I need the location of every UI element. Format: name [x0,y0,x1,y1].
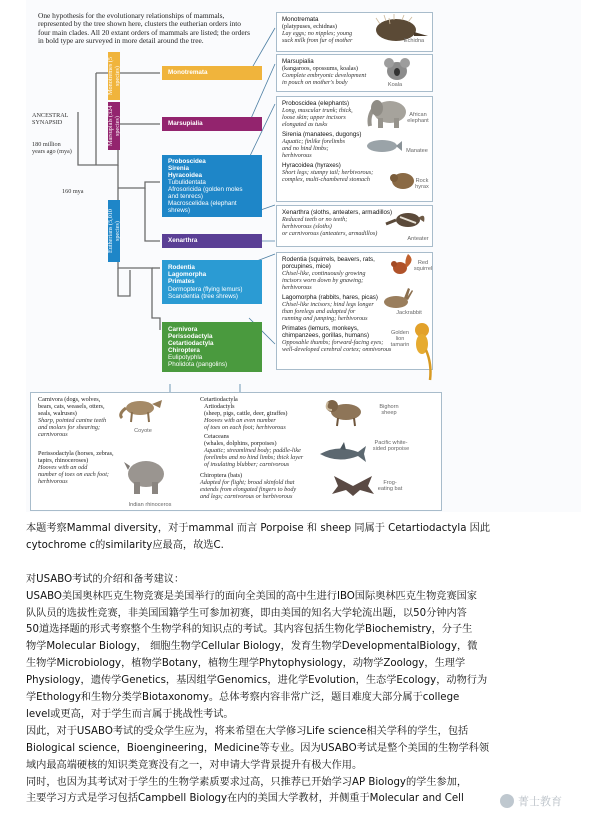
bar-carnivora: Carnivora [168,325,198,333]
lagomorpha-desc-1: Chisel-like incisors; hind legs longer [282,301,374,308]
marsupials-group-label: Marsupials (324 species) [108,102,120,150]
echidna-caption: Echidna [403,38,425,44]
manatee-caption: Manatee [406,148,428,154]
bar-chiroptera: Chiroptera [168,347,200,354]
bar-xenarthra-label: Xenarthra [168,237,198,245]
text-line-8: 生物学Microbiology，植物学Botany，植物生理学Phytophysiology，动物学Zoology，生理学 [26,658,466,670]
sirenia-title: Sirenia (manatees, dugongs) [282,131,362,138]
bar-pholidota: Pholidota (pangolins) [168,361,228,369]
monotremata-title: Monotremata [282,16,319,23]
anteater-illustration [386,208,426,232]
bar-xenarthra [162,234,262,248]
proboscidea-desc-2: loose skin; upper incisors [282,114,346,121]
xenarthra-title: Xenarthra (sloths, anteaters, armadillos) [282,209,393,216]
watermark-text: 菁士教育 [518,795,562,808]
text-line-16: 主要学习方式是学习包括Campbell Biology在内的美国大学教材，并侧重于Molecular and Cell [26,793,464,805]
bat-illustration [330,474,376,500]
tamarin-illustration [412,322,438,382]
proboscidea-title: Proboscidea (elephants) [282,100,350,107]
rodentia-title: Rodentia (squirrels, beavers, rats, [282,256,375,263]
cetartiodactyla-block [200,396,320,500]
marsupialia-title: Marsupialia [282,58,314,65]
proboscidea-desc-1: Long, muscular trunk; thick, [282,107,353,114]
marsupialia-desc-1: Complete embryonic development [282,72,367,79]
watermark [500,790,580,812]
elephant-caption: African elephant [407,112,429,124]
bar-tubulidentata: Tubulidentata [168,178,206,186]
rodentia-title-2: porcupines, mice) [282,263,331,270]
bighorn-sheep-caption: Bighorn sheep [379,404,399,416]
text-line-15: 同时，也因为其考试对于学生的生物学素质要求过高，只推荐已开始学习AP Biology的学生参加， [26,776,468,788]
text-line-4: USABO美国奥林匹克生物竞赛是美国举行的面向全美国的高中生进行IBO国际奥林匹克生物竞赛国家 [26,590,478,602]
hyracoidea-desc-2: complex, multi-chambered stomach [282,176,370,183]
primates-desc-1: Opposable thumbs; forward-facing eyes; [282,339,384,346]
squirrel-caption: Red squirrel [413,260,433,272]
jackrabbit-caption: Jackrabbit [396,310,422,316]
bat-caption: Frog-eating bat [377,480,403,492]
carnivora-desc-1: Sharp, pointed canine teeth [38,417,107,424]
cetartiodactyla-title: Cetartiodactyla [200,396,238,403]
text-line-5: 队队员的选拔性竞赛，非美国国籍学生可参加初赛，即由美国的知名大学轮流出题，以50分钟内答 [26,607,467,619]
sirenia-desc-3: herbivorous [282,152,312,159]
xenarthra-desc-3: or carnivorous (anteaters, armadillos) [282,230,378,237]
text-line-7: 物学Molecular Biology， 细胞生物学Cellular Biology，发育生物学DevelopmentalBiology，微 [26,641,478,653]
bar-afrosoricida-2: and tenrecs) [168,193,204,201]
text-line-12: 因此，对于USABO考试的受众学生应为，将来希望在大学修习Life science相关学科的学生，包括 [26,725,469,737]
carnivora-desc-2: and molars for shearing; [38,424,101,431]
coyote-caption: Coyote [134,428,152,434]
perissodactyla-desc-2: number of toes on each foot; [38,471,109,478]
bar-dermoptera: Dermoptera (flying lemurs) [168,285,243,293]
eutherians-group-label: Eutherians (5,010 species) [108,200,120,262]
bar-euarchontoglires [162,260,262,304]
bar-macroscelidea: Macroscelidea (elephant [168,200,237,208]
artiodactyls-title-1: Artiodactyls [204,403,235,410]
monotremata-sub: (platypuses, echidnas) [282,23,337,30]
bar-marsupialia [162,117,262,131]
lagomorpha-desc-3: running and jumping; herbivorous [282,315,368,322]
time-180-label: 180 million years ago (mya) [32,141,72,156]
rodentia-desc-3: herbivorous [282,284,312,291]
rodentia-desc-2: incisors worn down by gnawing; [282,277,364,284]
marsupialia-desc-2: in pouch on mother's body [282,79,348,86]
time-160-label: 160 mya [62,188,84,195]
chiroptera-desc-2: extends from elongated fingers to body [200,486,297,493]
artiodactyls-desc-2: of toes on each foot; herbivorous [204,424,286,431]
bighorn-sheep-illustration [322,396,368,426]
proboscidea-desc-3: elongated as tusks [282,121,328,128]
cetaceans-desc-3: of insulating blubber; carnivorous [204,461,290,468]
text-line-2: cytochrome c的similarity应最高，故选C. [26,539,224,551]
bar-marsupialia-label: Marsupialia [168,120,203,128]
primates-desc-2: well-developed cerebral cortex; omnivorous [282,346,392,353]
text-line-14: 域内最高端硬核的知识类竞赛没有之一，对申请大学背景提升有极大作用。 [26,759,363,771]
bar-cetartiodactyla: Cetartiodactyla [168,339,214,347]
primates-title-2: chimpanzees, gorillas, humans) [282,332,370,339]
marsupialia-sub: (kangaroos, opossums, koalas) [282,65,358,72]
monotremata-desc-1: Lay eggs; no nipples; young [282,30,353,37]
sirenia-desc-1: Aquatic; finlike forelimbs [282,138,346,145]
artiodactyls-desc-1: Hooves with an even number [204,417,276,424]
text-line-6: 50道选择题的形式考察整个生物学科的知识点的考试。其内容包括生物化学Biochemistry，分子生 [26,624,473,636]
carnivora-title-2: bears, cats, weasels, otters, [38,403,105,410]
koala-illustration [382,56,412,82]
text-line-3: 对USABO考试的介绍和备考建议： [26,573,185,585]
bar-scandentia: Scandentia (tree shrews) [168,292,238,300]
chiroptera-title: Chiroptera (bats) [200,472,243,479]
rhinoceros-illustration [122,452,170,498]
carnivora-title-3: seals, walruses) [38,410,77,417]
carnivora-desc-3: carnivorous [38,431,68,438]
rodentia-desc-1: Chisel-like, continuously growing [282,270,366,277]
cetaceans-desc-1: Aquatic; streamlined body; paddle-like [204,447,301,454]
monotremes-group-label: Monotremes (5 species) [108,52,120,100]
bar-afrosoricida: Afrosoricida (golden moles [168,186,243,193]
hyrax-caption: Rock hyrax [415,178,429,190]
text-line-13: Biological science，Bioengineering，Medicine等专业。因为USABO考试是整个美国的生物学科领 [26,742,490,754]
bar-monotremata-label: Monotremata [168,69,208,77]
bar-perissodactyla: Perissodactyla [168,332,213,340]
bar-lagomorpha: Lagomorpha [168,271,207,279]
cetaceans-desc-2: forelimbs and no hind limbs; thick layer [204,454,304,461]
lagomorpha-title: Lagomorpha (rabbits, hares, picas) [282,294,378,301]
xenarthra-desc-2: herbivorous (sloths) [282,223,332,230]
xenarthra-desc-1: Reduced teeth or no teeth; [282,216,348,223]
manatee-illustration [366,138,402,154]
bar-hyracoidea: Hyracoidea [168,171,202,179]
koala-caption: Koala [387,82,403,88]
porpoise-illustration [318,442,366,466]
perissodactyla-desc-1: Hooves with an odd [38,464,88,471]
bar-proboscidea: Proboscidea [168,157,206,165]
cetaceans-title-2: (whales, dolphins, porpoises) [204,440,277,447]
monotremata-desc-2: suck milk from fur of mother [282,37,353,44]
hyracoidea-desc-1: Short legs; stumpy tail; herbivorous; [282,169,374,176]
sirenia-desc-2: and no hind limbs; [282,145,329,152]
text-line-10: 学Ethology和生物分类学Biotaxonomy。总体考察内容非常广泛，题目难度大部分属于college [26,692,460,704]
bar-rodentia: Rodentia [168,264,195,272]
bar-macroscelidea-2: shrews) [168,207,191,215]
coyote-illustration [118,392,166,426]
porpoise-caption: Pacific white-sided porpoise [372,440,410,452]
carnivora-block [38,396,128,438]
figure-intro: One hypothesis for the evolutionary relationships of mammals, represented by the tree shown here, clusters the eutherian orders into four main clades. All 20 extant orders of mammals are listed; the orders in bold type are surveyed in more detail around the tree. [38,11,251,46]
jackrabbit-illustration [378,288,414,310]
chiroptera-desc-3: and legs; carnivorous or herbivorous [200,493,293,500]
hyracoidea-title: Hyracoidea (hyraxes) [282,162,341,169]
cetaceans-title-1: Cetaceans [204,433,230,440]
bar-eulipotyphla: Eulipotyphla [168,354,203,362]
text-blank [26,555,586,572]
anteater-caption: Anteater [407,236,429,242]
bar-laurasiatheria [162,322,262,372]
text-line-9: Physiology，遗传学Genetics，基因组学Genomics，进化学Evolution，生态学Ecology，动物行为 [26,675,488,687]
bar-sirenia: Sirenia [168,164,189,172]
text-line-11: level或更高，对于学生而言属于挑战性考试。 [26,708,234,720]
bar-monotremata [162,66,262,80]
body-text [26,521,586,808]
bar-afrotheria [162,155,262,217]
tamarin-caption: Golden lion tamarin [390,330,410,348]
bar-primates: Primates [168,278,195,286]
chiroptera-desc-1: Adapted for flight; broad skinfold that [200,479,295,486]
perissodactyla-title-1: Perissodactyla (horses, zebras, [38,450,114,457]
watermark-logo-icon [500,794,514,808]
lagomorpha-desc-2: than forelegs and adapted for [282,308,356,315]
rhinoceros-caption: Indian rhinoceros [128,502,172,508]
perissodactyla-title-2: tapirs, rhinoceroses) [38,457,89,464]
primates-title: Primates (lemurs, monkeys, [282,325,359,332]
carnivora-title-1: Carnivora (dogs, wolves, [38,396,101,403]
artiodactyls-title-2: (sheep, pigs, cattle, deer, giraffes) [204,410,288,417]
perissodactyla-desc-3: herbivorous [38,478,68,485]
ancestral-synapsid-label: ANCESTRAL SYNAPSID [32,112,69,127]
text-line-1: 本题考察Mammal diversity，对于mammal 而言 Porpoise 和 sheep 同属于 Cetartiodactyla 因此 [26,523,491,534]
